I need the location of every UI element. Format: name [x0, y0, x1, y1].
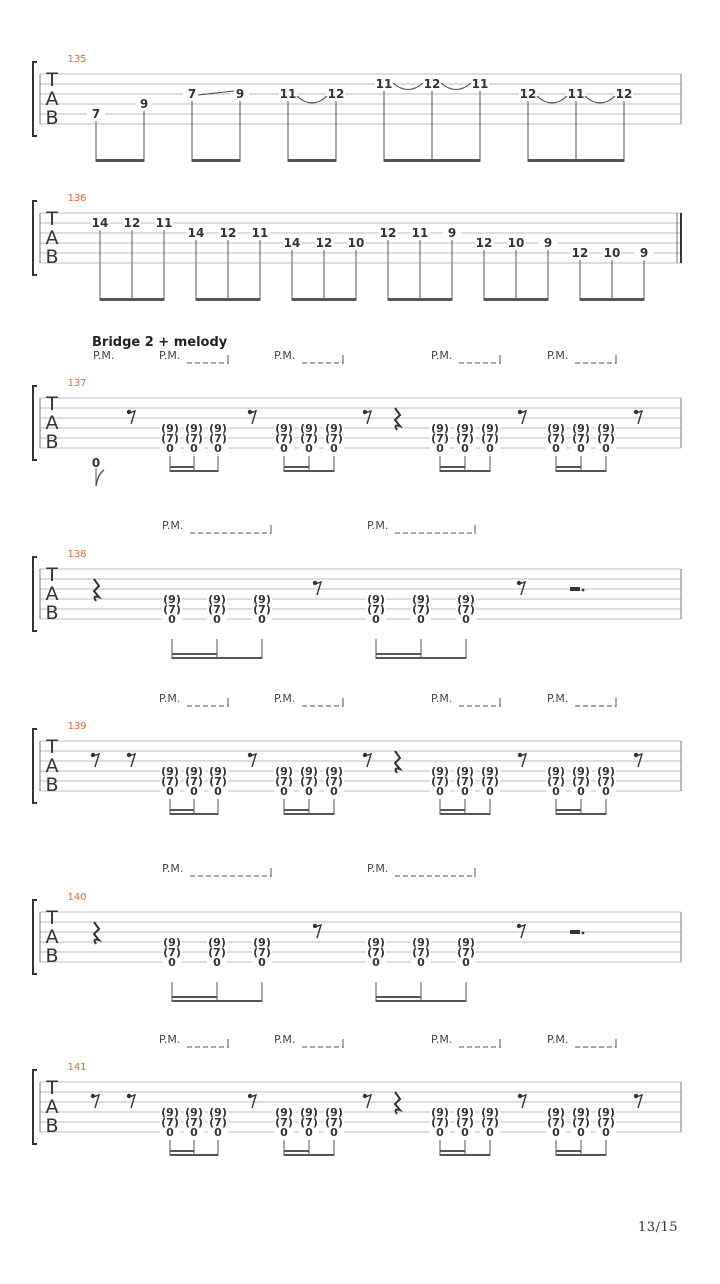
system-bracket	[33, 729, 37, 803]
chord-fret-lower: 0	[417, 956, 425, 969]
chord-fret-middle: (7)	[456, 775, 474, 788]
chord-fret-lower: 0	[486, 442, 494, 455]
chord-fret-middle: (7)	[300, 1116, 318, 1129]
fret-number: 12	[219, 226, 237, 240]
chord-fret-upper: (9)	[185, 422, 203, 435]
beam	[172, 657, 262, 659]
chord-fret-lower: 0	[258, 613, 266, 626]
tie-arc	[297, 96, 327, 103]
fret-number: 14	[283, 236, 301, 250]
beam	[580, 298, 644, 301]
chord-fret-lower: 0	[436, 785, 444, 798]
half-rest	[570, 930, 580, 934]
tab-clef-letter: T	[46, 393, 58, 415]
fret-number: 9	[139, 97, 149, 111]
page-number: 13/15	[638, 1220, 678, 1235]
chord-fret-lower: 0	[214, 1126, 222, 1139]
chord-fret-lower: 0	[417, 613, 425, 626]
chord-fret-upper: (9)	[572, 422, 590, 435]
chord-fret-upper: (9)	[161, 765, 179, 778]
chord-fret-middle: (7)	[457, 946, 475, 959]
system-bracket	[33, 557, 37, 631]
beam	[556, 1154, 606, 1156]
tab-clef-letter: A	[45, 926, 59, 948]
rest-dot	[582, 589, 585, 592]
chord-fret-middle: (7)	[572, 1116, 590, 1129]
quarter-rest	[395, 1092, 400, 1114]
chord-fret-upper: (9)	[300, 765, 318, 778]
beam-secondary	[556, 466, 581, 468]
chord-fret-upper: (9)	[325, 765, 343, 778]
chord-fret-middle: (7)	[597, 775, 615, 788]
tab-clef-letter: A	[45, 227, 59, 249]
beam-secondary	[170, 466, 194, 468]
chord-fret-upper: (9)	[481, 422, 499, 435]
beam	[196, 298, 260, 301]
palm-mute-label: P.M.	[274, 349, 296, 362]
fret-number: 10	[507, 236, 525, 250]
chord-fret-upper: (9)	[275, 422, 293, 435]
palm-mute-label: P.M.	[431, 349, 453, 362]
chord-fret-middle: (7)	[412, 946, 430, 959]
chord-fret-middle: (7)	[325, 775, 343, 788]
beam-secondary	[440, 809, 465, 811]
palm-mute-label: P.M.	[431, 1033, 453, 1046]
beam	[172, 1000, 262, 1002]
chord-fret-upper: (9)	[185, 765, 203, 778]
chord-fret-lower: 0	[305, 785, 313, 798]
chord-fret-middle: (7)	[597, 1116, 615, 1129]
chord-fret-upper: (9)	[457, 593, 475, 606]
chord-fret-lower: 0	[436, 1126, 444, 1139]
fret-number: 11	[375, 77, 393, 91]
fret-number: 9	[447, 226, 457, 240]
tab-clef-letter: B	[45, 1115, 59, 1137]
chord-fret-upper: (9)	[208, 593, 226, 606]
beam	[292, 298, 356, 301]
chord-fret-lower: 0	[372, 613, 380, 626]
tab-clef-letter: T	[46, 907, 58, 929]
chord-fret-middle: (7)	[597, 432, 615, 445]
chord-fret-lower: 0	[166, 1126, 174, 1139]
chord-fret-upper: (9)	[300, 422, 318, 435]
beam-secondary	[170, 1150, 194, 1152]
tab-clef-letter: T	[46, 1077, 58, 1099]
fret-number: 12	[379, 226, 397, 240]
fret-number: 7	[187, 87, 197, 101]
chord-fret-lower: 0	[330, 442, 338, 455]
chord-fret-upper: (9)	[208, 936, 226, 949]
palm-mute-label: P.M.	[159, 349, 181, 362]
chord-fret-middle: (7)	[457, 603, 475, 616]
chord-fret-middle: (7)	[456, 432, 474, 445]
beam-secondary	[440, 466, 465, 468]
beam	[284, 813, 334, 815]
fret-number: 12	[571, 246, 589, 260]
palm-mute-label: P.M.	[162, 519, 184, 532]
chord-fret-upper: (9)	[572, 765, 590, 778]
beam	[440, 470, 490, 472]
fret-number: 11	[471, 77, 489, 91]
measure-number: 140	[67, 892, 87, 903]
chord-fret-middle: (7)	[547, 432, 565, 445]
chord-fret-upper: (9)	[431, 422, 449, 435]
fret-number: 9	[639, 246, 649, 260]
beam-secondary	[284, 809, 309, 811]
note-flag	[96, 470, 104, 486]
chord-fret-upper: (9)	[431, 1106, 449, 1119]
tab-clef-letter: T	[46, 736, 58, 758]
chord-fret-upper: (9)	[547, 422, 565, 435]
half-rest	[570, 587, 580, 591]
chord-fret-middle: (7)	[481, 775, 499, 788]
chord-fret-middle: (7)	[367, 603, 385, 616]
tie-arc	[585, 96, 615, 103]
fret-number: 11	[567, 87, 585, 101]
fret-number: 14	[187, 226, 205, 240]
tab-clef-letter: T	[46, 564, 58, 586]
chord-fret-upper: (9)	[456, 1106, 474, 1119]
chord-fret-middle: (7)	[325, 432, 343, 445]
tab-clef-letter: B	[45, 107, 59, 129]
beam	[376, 1000, 466, 1002]
tab-clef-letter: A	[45, 583, 59, 605]
chord-fret-middle: (7)	[161, 775, 179, 788]
chord-fret-upper: (9)	[253, 593, 271, 606]
chord-fret-middle: (7)	[253, 946, 271, 959]
chord-fret-middle: (7)	[209, 775, 227, 788]
chord-fret-lower: 0	[166, 785, 174, 798]
beam	[376, 657, 466, 659]
measure-number: 138	[67, 549, 87, 560]
chord-fret-upper: (9)	[163, 936, 181, 949]
fret-number: 14	[91, 216, 109, 230]
measure-number: 136	[67, 193, 87, 204]
beam	[556, 813, 606, 815]
chord-fret-lower: 0	[213, 613, 221, 626]
chord-fret-lower: 0	[486, 785, 494, 798]
beam-secondary	[172, 996, 217, 998]
chord-fret-upper: (9)	[325, 422, 343, 435]
chord-fret-middle: (7)	[431, 775, 449, 788]
tab-clef-letter: A	[45, 755, 59, 777]
chord-fret-upper: (9)	[547, 1106, 565, 1119]
quarter-rest	[395, 408, 400, 430]
chord-fret-lower: 0	[552, 1126, 560, 1139]
chord-fret-lower: 0	[436, 442, 444, 455]
chord-fret-lower: 0	[602, 785, 610, 798]
chord-fret-lower: 0	[190, 442, 198, 455]
tab-clef-letter: T	[46, 208, 58, 230]
system-bracket	[33, 386, 37, 460]
chord-fret-lower: 0	[213, 956, 221, 969]
fret-number: 11	[411, 226, 429, 240]
chord-fret-lower: 0	[305, 442, 313, 455]
chord-fret-upper: (9)	[275, 1106, 293, 1119]
chord-fret-lower: 0	[280, 442, 288, 455]
system-bracket	[33, 62, 37, 136]
chord-fret-middle: (7)	[209, 432, 227, 445]
chord-fret-lower: 0	[486, 1126, 494, 1139]
fret-number: 9	[543, 236, 553, 250]
measure-number: 135	[67, 54, 87, 65]
tab-clef-letter: B	[45, 431, 59, 453]
chord-fret-middle: (7)	[275, 432, 293, 445]
chord-fret-upper: (9)	[367, 593, 385, 606]
tab-clef-letter: A	[45, 1096, 59, 1118]
quarter-rest	[395, 751, 400, 773]
tab-clef-letter: B	[45, 246, 59, 268]
palm-mute-label: P.M.	[162, 862, 184, 875]
chord-fret-upper: (9)	[185, 1106, 203, 1119]
beam-secondary	[284, 1150, 309, 1152]
beam-secondary	[284, 466, 309, 468]
chord-fret-lower: 0	[372, 956, 380, 969]
chord-fret-upper: (9)	[456, 765, 474, 778]
chord-fret-middle: (7)	[325, 1116, 343, 1129]
fret-number: 10	[347, 236, 365, 250]
fret-number: 7	[91, 107, 101, 121]
palm-mute-label: P.M.	[93, 349, 115, 362]
chord-fret-lower: 0	[280, 1126, 288, 1139]
beam	[440, 813, 490, 815]
chord-fret-middle: (7)	[275, 1116, 293, 1129]
chord-fret-middle: (7)	[431, 432, 449, 445]
tab-clef-letter: B	[45, 945, 59, 967]
chord-fret-upper: (9)	[367, 936, 385, 949]
beam	[388, 298, 452, 301]
beam	[284, 470, 334, 472]
palm-mute-label: P.M.	[547, 1033, 569, 1046]
chord-fret-lower: 0	[168, 956, 176, 969]
chord-fret-upper: (9)	[456, 422, 474, 435]
chord-fret-middle: (7)	[163, 603, 181, 616]
fret-number: 11	[251, 226, 269, 240]
measure-number: 141	[67, 1062, 87, 1073]
chord-fret-upper: (9)	[572, 1106, 590, 1119]
chord-fret-upper: (9)	[253, 936, 271, 949]
palm-mute-label: P.M.	[159, 1033, 181, 1046]
palm-mute-label: P.M.	[547, 692, 569, 705]
chord-fret-lower: 0	[190, 1126, 198, 1139]
chord-fret-upper: (9)	[209, 765, 227, 778]
quarter-rest	[94, 579, 99, 601]
fret-number: 11	[279, 87, 297, 101]
chord-fret-middle: (7)	[572, 432, 590, 445]
chord-fret-upper: (9)	[161, 422, 179, 435]
chord-fret-upper: (9)	[597, 422, 615, 435]
chord-fret-lower: 0	[461, 442, 469, 455]
chord-fret-lower: 0	[305, 1126, 313, 1139]
quarter-rest	[94, 922, 99, 944]
chord-fret-upper: (9)	[481, 765, 499, 778]
chord-fret-middle: (7)	[300, 775, 318, 788]
chord-fret-lower: 0	[552, 785, 560, 798]
beam	[96, 159, 144, 162]
chord-fret-middle: (7)	[185, 1116, 203, 1129]
chord-fret-upper: (9)	[597, 1106, 615, 1119]
chord-fret-lower: 0	[330, 785, 338, 798]
chord-fret-middle: (7)	[208, 603, 226, 616]
chord-fret-middle: (7)	[481, 1116, 499, 1129]
measure-number: 139	[67, 721, 87, 732]
fret-number: 12	[519, 87, 537, 101]
chord-fret-middle: (7)	[161, 1116, 179, 1129]
chord-fret-upper: (9)	[209, 422, 227, 435]
chord-fret-upper: (9)	[457, 936, 475, 949]
chord-fret-upper: (9)	[412, 936, 430, 949]
palm-mute-label: P.M.	[367, 862, 389, 875]
beam	[192, 159, 240, 162]
tab-clef-letter: A	[45, 88, 59, 110]
chord-fret-middle: (7)	[300, 432, 318, 445]
beam-secondary	[556, 809, 581, 811]
chord-fret-middle: (7)	[253, 603, 271, 616]
beam	[288, 159, 336, 162]
open-string-note: 0	[91, 456, 101, 470]
chord-fret-lower: 0	[462, 613, 470, 626]
beam-secondary	[376, 653, 421, 655]
palm-mute-label: P.M.	[431, 692, 453, 705]
system-bracket	[33, 1070, 37, 1144]
chord-fret-upper: (9)	[481, 1106, 499, 1119]
fret-number: 12	[327, 87, 345, 101]
rest-dot	[582, 932, 585, 935]
fret-number: 12	[123, 216, 141, 230]
chord-fret-lower: 0	[258, 956, 266, 969]
chord-fret-middle: (7)	[572, 775, 590, 788]
beam-secondary	[440, 1150, 465, 1152]
measure-number: 137	[67, 378, 87, 389]
beam	[440, 1154, 490, 1156]
chord-fret-lower: 0	[577, 1126, 585, 1139]
chord-fret-middle: (7)	[161, 432, 179, 445]
chord-fret-middle: (7)	[275, 775, 293, 788]
chord-fret-upper: (9)	[209, 1106, 227, 1119]
fret-number: 10	[603, 246, 621, 260]
tie-arc	[537, 96, 567, 103]
beam	[170, 470, 218, 472]
beam	[556, 470, 606, 472]
beam	[284, 1154, 334, 1156]
fret-number: 12	[423, 77, 441, 91]
system-bracket	[33, 201, 37, 275]
tab-clef-letter: T	[46, 69, 58, 91]
system-bracket	[33, 900, 37, 974]
chord-fret-middle: (7)	[431, 1116, 449, 1129]
chord-fret-middle: (7)	[481, 432, 499, 445]
chord-fret-upper: (9)	[275, 765, 293, 778]
chord-fret-lower: 0	[190, 785, 198, 798]
chord-fret-upper: (9)	[597, 765, 615, 778]
fret-number: 9	[235, 87, 245, 101]
chord-fret-middle: (7)	[456, 1116, 474, 1129]
fret-number: 11	[155, 216, 173, 230]
beam	[170, 1154, 218, 1156]
chord-fret-lower: 0	[166, 442, 174, 455]
chord-fret-middle: (7)	[367, 946, 385, 959]
chord-fret-upper: (9)	[161, 1106, 179, 1119]
chord-fret-lower: 0	[461, 1126, 469, 1139]
beam	[100, 298, 164, 301]
tab-clef-letter: B	[45, 774, 59, 796]
chord-fret-lower: 0	[577, 442, 585, 455]
chord-fret-lower: 0	[462, 956, 470, 969]
palm-mute-label: P.M.	[547, 349, 569, 362]
fret-number: 12	[475, 236, 493, 250]
beam-secondary	[556, 1150, 581, 1152]
chord-fret-upper: (9)	[412, 593, 430, 606]
chord-fret-lower: 0	[461, 785, 469, 798]
chord-fret-lower: 0	[214, 785, 222, 798]
chord-fret-middle: (7)	[547, 775, 565, 788]
chord-fret-lower: 0	[168, 613, 176, 626]
chord-fret-middle: (7)	[185, 432, 203, 445]
beam	[384, 159, 480, 162]
chord-fret-upper: (9)	[431, 765, 449, 778]
beam-secondary	[170, 809, 194, 811]
chord-fret-upper: (9)	[163, 593, 181, 606]
chord-fret-middle: (7)	[163, 946, 181, 959]
chord-fret-upper: (9)	[547, 765, 565, 778]
palm-mute-label: P.M.	[159, 692, 181, 705]
chord-fret-lower: 0	[214, 442, 222, 455]
chord-fret-lower: 0	[330, 1126, 338, 1139]
chord-fret-upper: (9)	[300, 1106, 318, 1119]
chord-fret-middle: (7)	[412, 603, 430, 616]
chord-fret-lower: 0	[602, 1126, 610, 1139]
fret-number: 12	[315, 236, 333, 250]
palm-mute-label: P.M.	[274, 692, 296, 705]
beam	[484, 298, 548, 301]
fret-number: 12	[615, 87, 633, 101]
chord-fret-middle: (7)	[547, 1116, 565, 1129]
chord-fret-middle: (7)	[208, 946, 226, 959]
chord-fret-upper: (9)	[325, 1106, 343, 1119]
beam-secondary	[172, 653, 217, 655]
beam	[170, 813, 218, 815]
beam	[528, 159, 624, 162]
tab-clef-letter: B	[45, 602, 59, 624]
chord-fret-lower: 0	[577, 785, 585, 798]
beam-secondary	[376, 996, 421, 998]
section-label: Bridge 2 + melody	[92, 335, 228, 350]
palm-mute-label: P.M.	[274, 1033, 296, 1046]
tab-clef-letter: A	[45, 412, 59, 434]
palm-mute-label: P.M.	[367, 519, 389, 532]
chord-fret-middle: (7)	[185, 775, 203, 788]
chord-fret-lower: 0	[552, 442, 560, 455]
chord-fret-lower: 0	[602, 442, 610, 455]
chord-fret-middle: (7)	[209, 1116, 227, 1129]
chord-fret-lower: 0	[280, 785, 288, 798]
